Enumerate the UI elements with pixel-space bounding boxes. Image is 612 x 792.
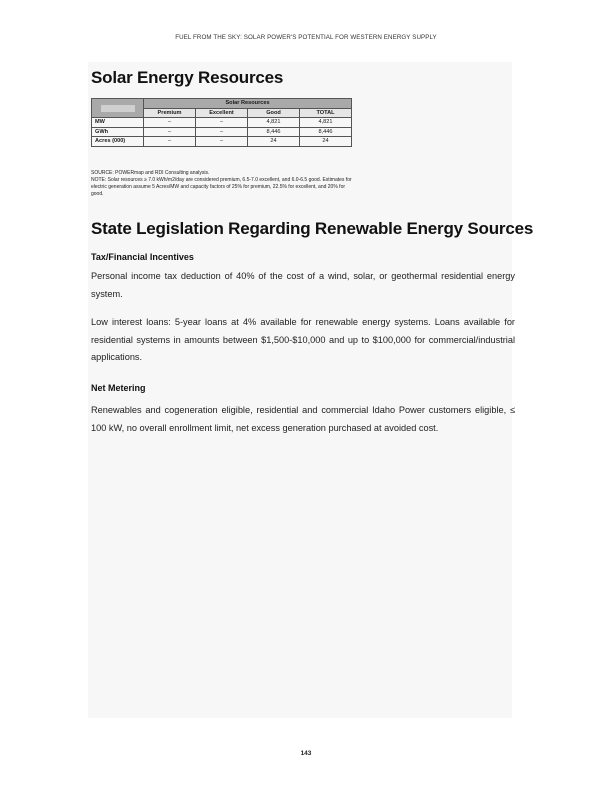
table-row <box>92 137 352 147</box>
row-label: MW <box>92 118 144 128</box>
row-label: GWh <box>92 127 144 137</box>
table-cell: – <box>144 127 196 137</box>
paragraph-low-interest-loans: Low interest loans: 5-year loans at 4% available for renewable energy systems. Loans available for residential systems in amounts between $1,500-$10,000 and up to $100,000 for commercial/industrial applications. <box>91 317 515 362</box>
table-cell: 4,821 <box>300 118 352 128</box>
table-cell: 8,446 <box>300 127 352 137</box>
column-header-total: TOTAL <box>300 108 352 118</box>
source-note: SOURCE: POWERmap and RDI Consulting analysis. <box>91 170 210 176</box>
table-notes <box>91 170 353 198</box>
table-cell: – <box>196 127 248 137</box>
table-corner <box>92 99 144 118</box>
row-label: Acres (000) <box>92 137 144 147</box>
column-header-excellent: Excellent <box>196 108 248 118</box>
subheading-net-metering: Net Metering <box>91 383 146 393</box>
methodology-note: NOTE: Solar resources ≥ 7.0 kWh/m2/day are considered premium, 6.5-7.0 excellent, and 6.0-6.5 good. Estimates for electric generation assume 5 Acres/MW and capacity factors of 25% for premium, 22.5% for excellent, and 20% for good. <box>91 177 352 197</box>
page-number: 143 <box>300 750 312 757</box>
paragraph-net-metering: Renewables and cogeneration eligible, residential and commercial Idaho Power customers eligible, ≤ 100 kW, no overall enrollment limit, net excess generation purchased at avoided cost. <box>91 405 515 433</box>
section-title-solar-resources: Solar Energy Resources <box>91 68 284 87</box>
table-cell: 8,446 <box>248 127 300 137</box>
subheading-tax-incentives: Tax/Financial Incentives <box>91 252 194 262</box>
paragraph-tax-deduction: Personal income tax deduction of 40% of the cost of a wind, solar, or geothermal residential energy system. <box>91 271 515 299</box>
table-cell: 4,821 <box>248 118 300 128</box>
table-cell: – <box>196 137 248 147</box>
running-head: FUEL FROM THE SKY: SOLAR POWER'S POTENTIAL FOR WESTERN ENERGY SUPPLY <box>175 34 437 41</box>
column-header-premium: Premium <box>144 108 196 118</box>
table-row <box>92 127 352 137</box>
solar-resources-table <box>91 98 352 147</box>
table-group-header: Solar Resources <box>144 99 352 109</box>
content-panel <box>88 62 512 718</box>
table-row <box>92 118 352 128</box>
section-title-legislation: State Legislation Regarding Renewable Energy Sources <box>91 219 534 238</box>
table-cell: 24 <box>248 137 300 147</box>
table-cell: – <box>144 137 196 147</box>
column-header-good: Good <box>248 108 300 118</box>
table-cell: – <box>196 118 248 128</box>
table-cell: 24 <box>300 137 352 147</box>
table-cell: – <box>144 118 196 128</box>
